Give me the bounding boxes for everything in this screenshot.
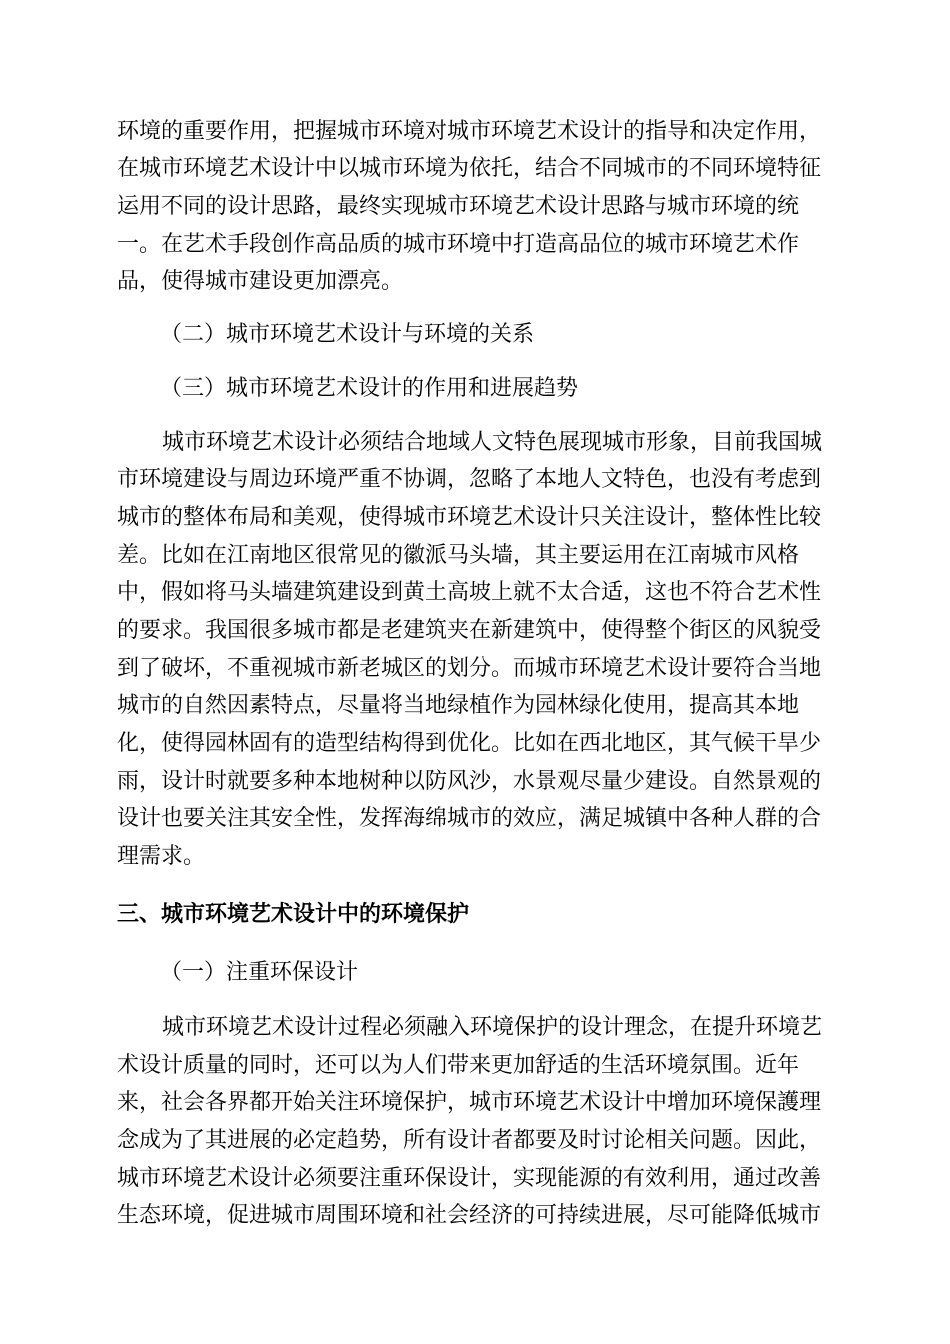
- paragraph-line: 环境的重要作用，把握城市环境对城市环境艺术设计的指导和决定作用，: [117, 119, 822, 144]
- paragraph-line: 中，假如将马头墙建筑建设到黄土高坡上就不太合适，这也不符合艺术性: [117, 580, 822, 605]
- paragraph-line: 城市环境艺术设计过程必须融入环境保护的设计理念，在提升环境艺: [162, 1015, 823, 1040]
- paragraph-line: 化，使得园林固有的造型结构得到优化。比如在西北地区，其气候干旱少: [117, 731, 822, 756]
- paragraph-line: 念成为了其进展的必定趋势，所有设计者都要及时讨论相关问题。因此，: [117, 1128, 822, 1153]
- paragraph-line: 术设计质量的同时，还可以为人们带来更加舒适的生活环境氛围。近年: [117, 1053, 800, 1078]
- paragraph-line: 城市环境艺术设计必须结合地域人文特色展现城市形象，目前我国城: [162, 430, 823, 455]
- paragraph-line: 城市的自然因素特点，尽量将当地绿植作为园林绿化使用，提高其本地: [117, 693, 800, 718]
- paragraph-line: 设计也要关注其安全性，发挥海绵城市的效应，满足城镇中各种人群的合: [117, 806, 822, 831]
- paragraph-line: 城市环境艺术设计必须要注重环保设计，实现能源的有效利用，通过改善: [117, 1166, 822, 1191]
- paragraph-line: 差。比如在江南地区很常见的徽派马头墙，其主要运用在江南城市风格: [117, 543, 800, 568]
- paragraph-line: 运用不同的设计思路，最终实现城市环境艺术设计思路与城市环境的统: [117, 194, 800, 219]
- subsection-heading-1: （一）注重环保设计: [160, 960, 359, 985]
- paragraph-line: 来，社会各界都开始关注环境保护，城市环境艺术设计中增加环境保護理: [117, 1090, 822, 1115]
- paragraph-line: 雨，设计时就要多种本地树种以防风沙，水景观尽量少建设。自然景观的: [117, 769, 822, 794]
- paragraph-line: 在城市环境艺术设计中以城市环境为依托，结合不同城市的不同环境特征: [117, 156, 822, 181]
- subsection-heading-3: （三）城市环境艺术设计的作用和进展趋势: [160, 376, 579, 401]
- subsection-heading-2: （二）城市环境艺术设计与环境的关系: [160, 322, 535, 347]
- paragraph-line: 到了破坏，不重视城市新老城区的划分。而城市环境艺术设计要符合当地: [117, 656, 822, 681]
- paragraph-line: 一。在艺术手段创作高品质的城市环境中打造高品位的城市环境艺术作: [117, 232, 800, 257]
- paragraph-line: 城市的整体布局和美观，使得城市环境艺术设计只关注设计，整体性比较: [117, 505, 822, 530]
- paragraph-line: 品，使得城市建设更加漂亮。: [117, 269, 404, 294]
- paragraph-line: 理需求。: [117, 844, 206, 869]
- paragraph-line: 的要求。我国很多城市都是老建筑夹在新建筑中，使得整个街区的风貌受: [117, 618, 822, 643]
- paragraph-line: 生态环境，促进城市周围环境和社会经济的可持续进展，尽可能降低城市: [117, 1203, 822, 1228]
- paragraph-line: 市环境建设与周边环境严重不协调，忽略了本地人文特色，也没有考虑到: [117, 467, 822, 492]
- section-heading-3: 三、城市环境艺术设计中的环境保护: [117, 902, 470, 927]
